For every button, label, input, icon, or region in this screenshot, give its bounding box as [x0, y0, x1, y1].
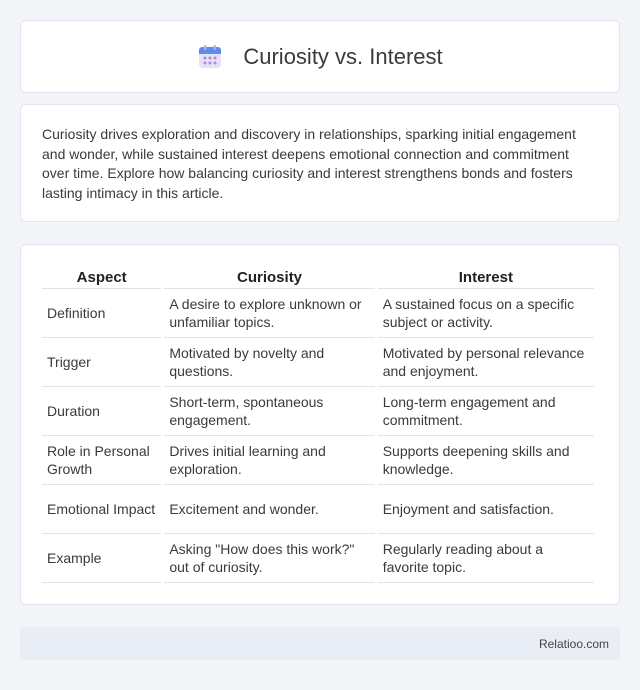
interest-cell: Enjoyment and satisfaction. — [378, 485, 594, 534]
curiosity-cell: Asking "How does this work?" out of curiosity. — [164, 534, 374, 583]
table-header-row — [42, 265, 594, 289]
header-card — [20, 20, 620, 93]
comparison-card — [20, 244, 620, 605]
interest-cell: Regularly reading about a favorite topic. — [378, 534, 594, 583]
table-row — [42, 485, 594, 534]
aspect-cell: Definition — [42, 289, 161, 338]
intro-text: Curiosity drives exploration and discovery in relationships, sparking initial engagement and wonder, while sustained interest deepens emotional connection and commitment over time. Explore how balancing curiosity and interest strengthens bonds and fosters lasting intimacy in this article. — [42, 126, 576, 201]
curiosity-cell: Short-term, spontaneous engagement. — [164, 387, 374, 436]
header-aspect: Aspect — [42, 265, 161, 289]
curiosity-cell: Excitement and wonder. — [164, 485, 374, 534]
interest-cell: Long-term engagement and commitment. — [378, 387, 594, 436]
intro-card — [20, 104, 620, 222]
comparison-table — [39, 265, 597, 583]
header-interest: Interest — [378, 265, 594, 289]
table-row — [42, 534, 594, 583]
table-row — [42, 289, 594, 338]
footer-brand: Relatioo.com — [538, 636, 609, 651]
curiosity-cell: Drives initial learning and exploration. — [164, 436, 374, 485]
curiosity-cell: A desire to explore unknown or unfamiliar topics. — [164, 289, 374, 338]
aspect-cell: Duration — [42, 387, 161, 436]
interest-cell: Supports deepening skills and knowledge. — [378, 436, 594, 485]
curiosity-cell: Motivated by novelty and questions. — [164, 338, 374, 387]
aspect-cell: Trigger — [42, 338, 161, 387]
calendar-icon — [197, 44, 223, 70]
aspect-cell: Role in Personal Growth — [42, 436, 161, 485]
table-row — [42, 338, 594, 387]
aspect-cell: Example — [42, 534, 161, 583]
table-row — [42, 387, 594, 436]
footer — [20, 627, 620, 660]
interest-cell: A sustained focus on a specific subject or activity. — [378, 289, 594, 338]
table-row — [42, 436, 594, 485]
page-title: Curiosity vs. Interest — [243, 43, 443, 69]
aspect-cell: Emotional Impact — [42, 485, 161, 534]
header-curiosity: Curiosity — [164, 265, 374, 289]
interest-cell: Motivated by personal relevance and enjoyment. — [378, 338, 594, 387]
